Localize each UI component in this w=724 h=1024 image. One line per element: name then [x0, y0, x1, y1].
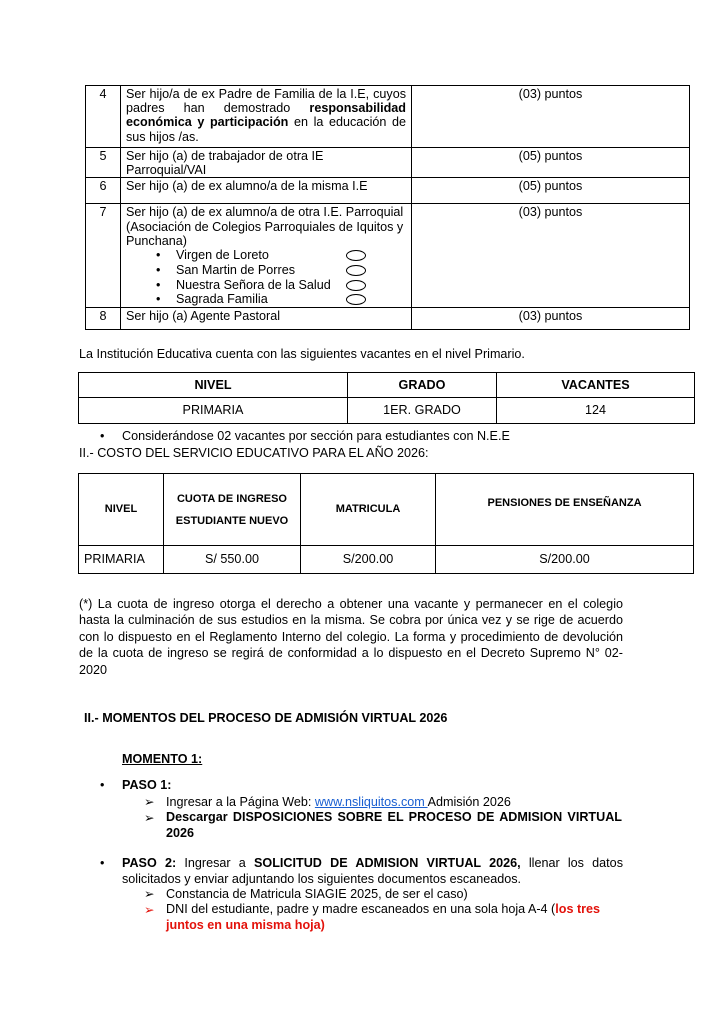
criteria-number: 4	[86, 86, 121, 148]
table-row	[86, 86, 690, 148]
table-cell: 124	[497, 398, 695, 424]
option-checkbox[interactable]	[346, 294, 366, 305]
table-row	[86, 204, 690, 308]
website-link[interactable]: www.nsliquitos.com	[314, 795, 428, 809]
column-header: VACANTES	[497, 373, 695, 398]
list-item: • San Martin de Porres	[154, 263, 406, 278]
arrow-bullet-icon: ➢	[144, 903, 155, 917]
criteria-number: 7	[86, 204, 121, 308]
arrow-bullet-icon: ➢	[144, 795, 155, 809]
criteria-description: Ser hijo/a de ex Padre de Familia de la I.E, cuyos padres han demostrado responsabilidad económica y participación en la educación de sus hijos /as.	[121, 86, 412, 148]
table-row	[79, 546, 694, 574]
bullet-icon: •	[156, 248, 161, 263]
criteria-number: 8	[86, 308, 121, 330]
moment-heading: MOMENTO 1:	[122, 752, 203, 766]
table-cell: PRIMARIA	[79, 546, 164, 574]
list-item: • Nuestra Señora de la Salud	[154, 278, 406, 293]
table-cell: S/200.00	[436, 546, 694, 574]
bullet-icon: •	[156, 277, 161, 292]
option-checkbox[interactable]	[346, 265, 366, 276]
column-header: CUOTA DE INGRESO ESTUDIANTE NUEVO	[164, 474, 301, 546]
vacancies-table	[78, 372, 695, 424]
criteria-description: Ser hijo (a) de trabajador de otra IE Parroquial/VAI	[121, 148, 412, 178]
table-header-row	[79, 474, 694, 546]
vacancies-intro: La Institución Educativa cuenta con las siguientes vacantes en el nivel Primario.	[79, 347, 525, 361]
column-header: PENSIONES DE ENSEÑANZA	[436, 474, 694, 546]
bullet-icon: •	[100, 856, 105, 870]
criteria-points: (05) puntos	[412, 178, 690, 204]
criteria-description: Ser hijo (a) de ex alumno/a de la misma I.E	[121, 178, 412, 204]
bullet-icon: •	[156, 262, 161, 277]
cost-table	[78, 473, 694, 574]
column-header: GRADO	[348, 373, 497, 398]
table-cell: S/ 550.00	[164, 546, 301, 574]
table-cell: 1ER. GRADO	[348, 398, 497, 424]
column-header: NIVEL	[79, 373, 348, 398]
paso-2: • PASO 2: Ingresar a SOLICITUD DE ADMISION VIRTUAL 2026, llenar los datos solicitados y enviar adjuntando los siguientes documentos escaneados.	[100, 856, 623, 886]
bullet-icon: •	[100, 429, 105, 443]
cost-note: (*) La cuota de ingreso otorga el derecho a obtener una vacante y permanecer en el colegio hasta la culminación de sus estudios en la misma. Se cobra por única vez y se rige de acuerdo con lo dispuesto en el Reglamento Interno del colegio. La forma y procedimiento de devolución de la cuota de ingreso se regirá de conformidad a lo dispuesto en el Decreto Supremo N° 02-2020	[79, 597, 623, 677]
table-cell: PRIMARIA	[79, 398, 348, 424]
arrow-bullet-icon: ➢	[144, 811, 155, 825]
column-header: NIVEL	[79, 474, 164, 546]
section-heading: II.- MOMENTOS DEL PROCESO DE ADMISIÓN VIRTUAL 2026	[84, 711, 448, 725]
option-checkbox[interactable]	[346, 250, 366, 261]
criteria-number: 5	[86, 148, 121, 178]
table-cell: S/200.00	[301, 546, 436, 574]
criteria-number: 6	[86, 178, 121, 204]
criteria-description: Ser hijo (a) de ex alumno/a de otra I.E. Parroquial (Asociación de Colegios Parroquiales de Iquitos y Punchana) • Virgen de Loreto • San Martin de Porres • Nuestra Señora de la Salud • Sagrada Familia	[121, 204, 412, 308]
paso-1: • PASO 1:	[100, 778, 172, 792]
table-row	[86, 148, 690, 178]
criteria-points: (03) puntos	[412, 204, 690, 308]
school-options-list	[126, 248, 406, 307]
table-header-row	[79, 373, 695, 398]
criteria-points: (05) puntos	[412, 148, 690, 178]
table-row	[86, 178, 690, 204]
list-item: ➢ Descargar DISPOSICIONES SOBRE EL PROCESO DE ADMISION VIRTUAL 2026	[144, 810, 622, 840]
list-item: ➢ Ingresar a la Página Web: www.nsliquitos.com Admisión 2026	[144, 795, 511, 809]
cost-heading: II.- COSTO DEL SERVICIO EDUCATIVO PARA EL AÑO 2026:	[79, 446, 429, 460]
bullet-icon: •	[100, 778, 105, 792]
list-item: ➢ Constancia de Matricula SIAGIE 2025, de ser el caso)	[144, 887, 468, 901]
table-row	[86, 308, 690, 330]
table-row	[79, 398, 695, 424]
criteria-points: (03) puntos	[412, 86, 690, 148]
list-item: • Virgen de Loreto	[154, 248, 406, 263]
criteria-table	[85, 85, 690, 330]
criteria-points: (03) puntos	[412, 308, 690, 330]
nee-note: • Considerándose 02 vacantes por sección para estudiantes con N.E.E	[100, 429, 510, 443]
list-item: ➢ DNI del estudiante, padre y madre escaneados en una sola hoja A-4 (los tres juntos en una misma hoja)	[144, 902, 601, 932]
option-checkbox[interactable]	[346, 280, 366, 291]
criteria-description: Ser hijo (a) Agente Pastoral	[121, 308, 412, 330]
arrow-bullet-icon: ➢	[144, 887, 155, 901]
bullet-icon: •	[156, 292, 161, 307]
column-header: MATRICULA	[301, 474, 436, 546]
list-item: • Sagrada Familia	[154, 292, 406, 307]
